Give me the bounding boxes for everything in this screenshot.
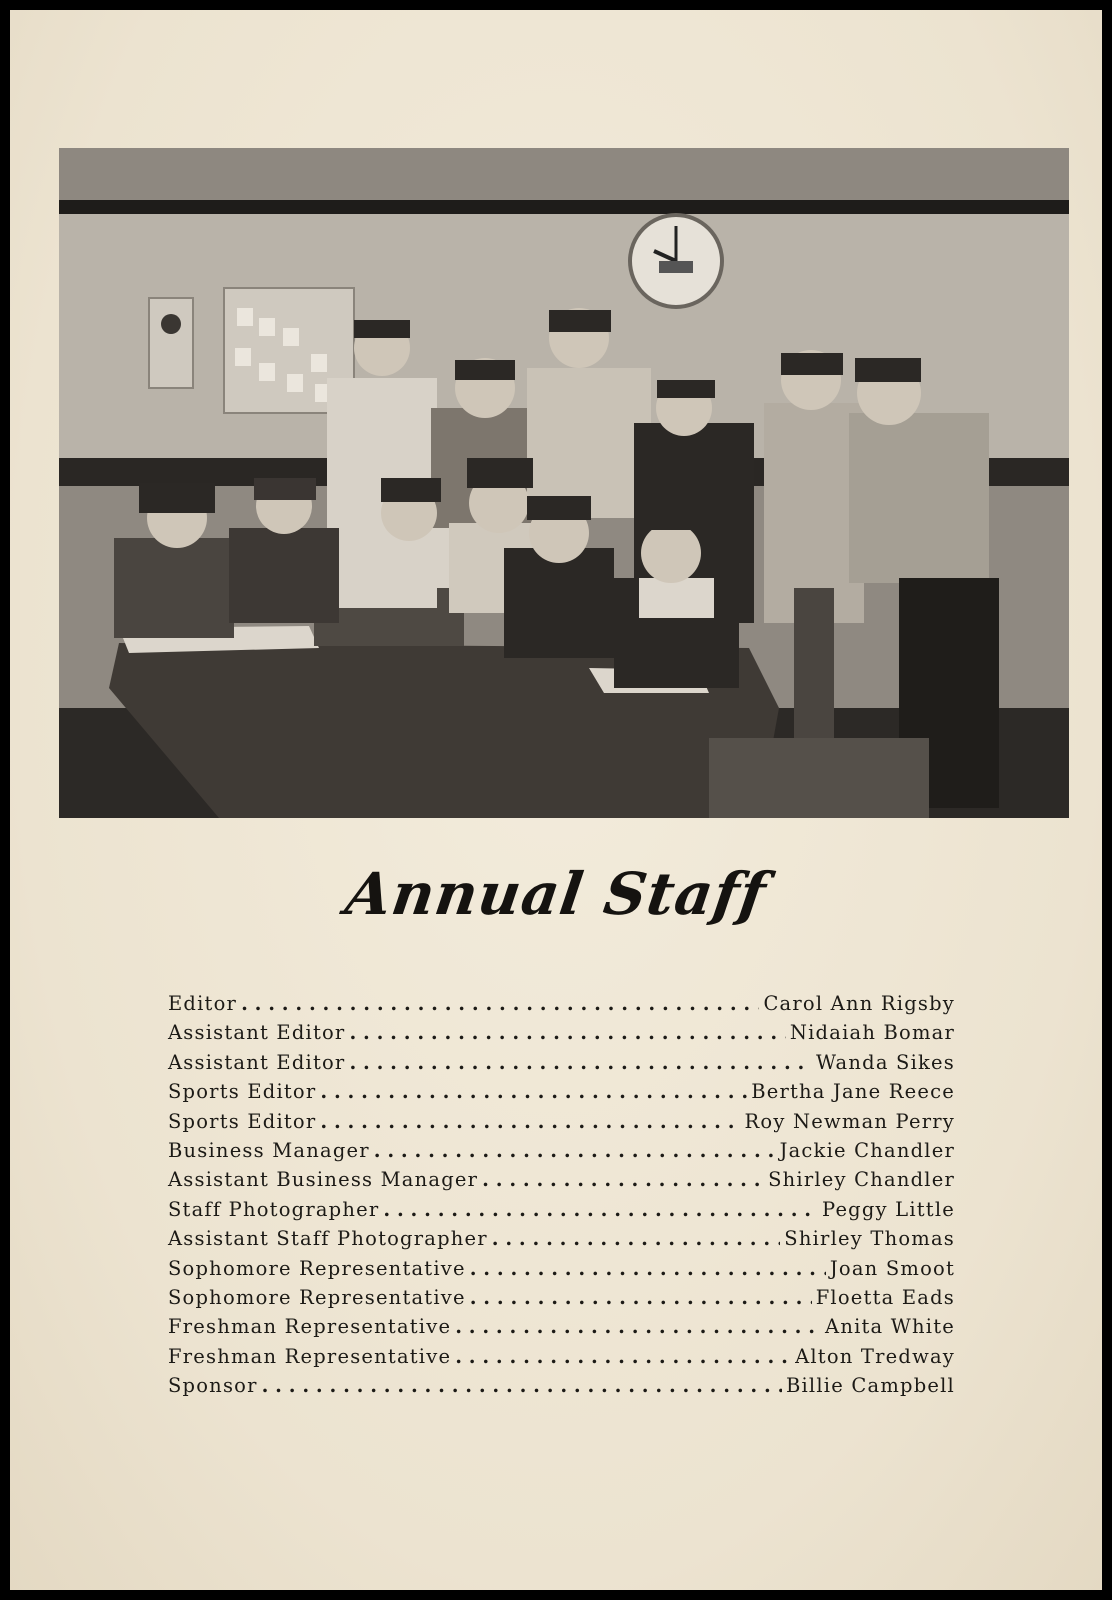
staff-role: Editor	[168, 992, 238, 1015]
staff-role: Sponsor	[168, 1374, 258, 1398]
dot-leader	[349, 1051, 812, 1074]
staff-role: Assistant Editor	[168, 1021, 346, 1045]
staff-name: Nidaiah Bomar	[789, 1021, 955, 1045]
roster-entry	[168, 1198, 955, 1227]
dot-leader	[374, 1139, 776, 1162]
dot-leader	[470, 1257, 826, 1280]
wall-clock-icon	[630, 215, 722, 307]
dot-leader	[262, 1374, 782, 1397]
staff-name: Joan Smoot	[829, 1256, 955, 1280]
dot-leader	[349, 1021, 785, 1044]
roster-entry	[168, 1080, 955, 1109]
staff-name: Anita White	[825, 1315, 955, 1339]
staff-role: Business Manager	[168, 1138, 370, 1162]
staff-group-photo	[59, 148, 1069, 818]
roster-entry	[168, 1286, 955, 1315]
roster-entry	[168, 1374, 955, 1403]
staff-role: Assistant Editor	[168, 1050, 346, 1074]
roster-entry	[168, 992, 955, 1021]
roster-entry	[168, 1168, 955, 1197]
roster-entry	[168, 1110, 955, 1139]
wall-calendar	[149, 298, 193, 388]
dot-leader	[455, 1315, 821, 1338]
roster-entry	[168, 1227, 955, 1256]
staff-name: Shirley Thomas	[784, 1227, 955, 1251]
staff-name: Carol Ann Rigsby	[763, 992, 955, 1015]
staff-role: Freshman Representative	[168, 1315, 452, 1339]
roster-entry	[168, 1345, 955, 1374]
staff-role: Assistant Business Manager	[168, 1168, 479, 1192]
photo-ceiling	[59, 148, 1069, 208]
staff-name: Billie Campbell	[785, 1374, 955, 1398]
roster-entry	[168, 1139, 955, 1168]
roster-entry	[168, 1051, 955, 1080]
dot-leader	[320, 1080, 747, 1103]
roster-entry	[168, 1257, 955, 1286]
yearbook-page	[10, 10, 1102, 1590]
staff-name: Wanda Sikes	[816, 1050, 955, 1074]
staff-role: Assistant Staff Photographer	[168, 1227, 488, 1251]
dot-leader	[455, 1345, 791, 1368]
staff-name: Peggy Little	[822, 1197, 955, 1221]
photo-illustration	[59, 148, 1069, 818]
staff-role: Sports Editor	[168, 1080, 317, 1104]
staff-role: Staff Photographer	[168, 1197, 380, 1221]
staff-role: Sports Editor	[168, 1109, 317, 1133]
staff-name: Shirley Chandler	[768, 1168, 955, 1192]
staff-name: Bertha Jane Reece	[751, 1080, 955, 1104]
dot-leader	[383, 1198, 818, 1221]
staff-name: Alton Tredway	[795, 1344, 955, 1368]
staff-role: Sophomore Representative	[168, 1285, 466, 1309]
roster-entry	[168, 1021, 955, 1050]
dot-leader	[320, 1110, 740, 1133]
staff-role: Sophomore Representative	[168, 1256, 466, 1280]
staff-name: Floetta Eads	[815, 1285, 955, 1309]
staff-name: Jackie Chandler	[779, 1138, 955, 1162]
staff-roster	[168, 992, 955, 1403]
dot-leader	[241, 992, 759, 1015]
dot-leader	[470, 1286, 812, 1309]
photo-chair	[709, 738, 929, 818]
dot-leader	[482, 1168, 764, 1191]
roster-entry	[168, 1315, 955, 1344]
photo-wall-trim	[59, 200, 1069, 214]
page-title: Annual Staff	[341, 860, 771, 928]
dot-leader	[492, 1227, 781, 1250]
staff-role: Freshman Representative	[168, 1344, 452, 1368]
staff-name: Roy Newman Perry	[744, 1109, 955, 1133]
